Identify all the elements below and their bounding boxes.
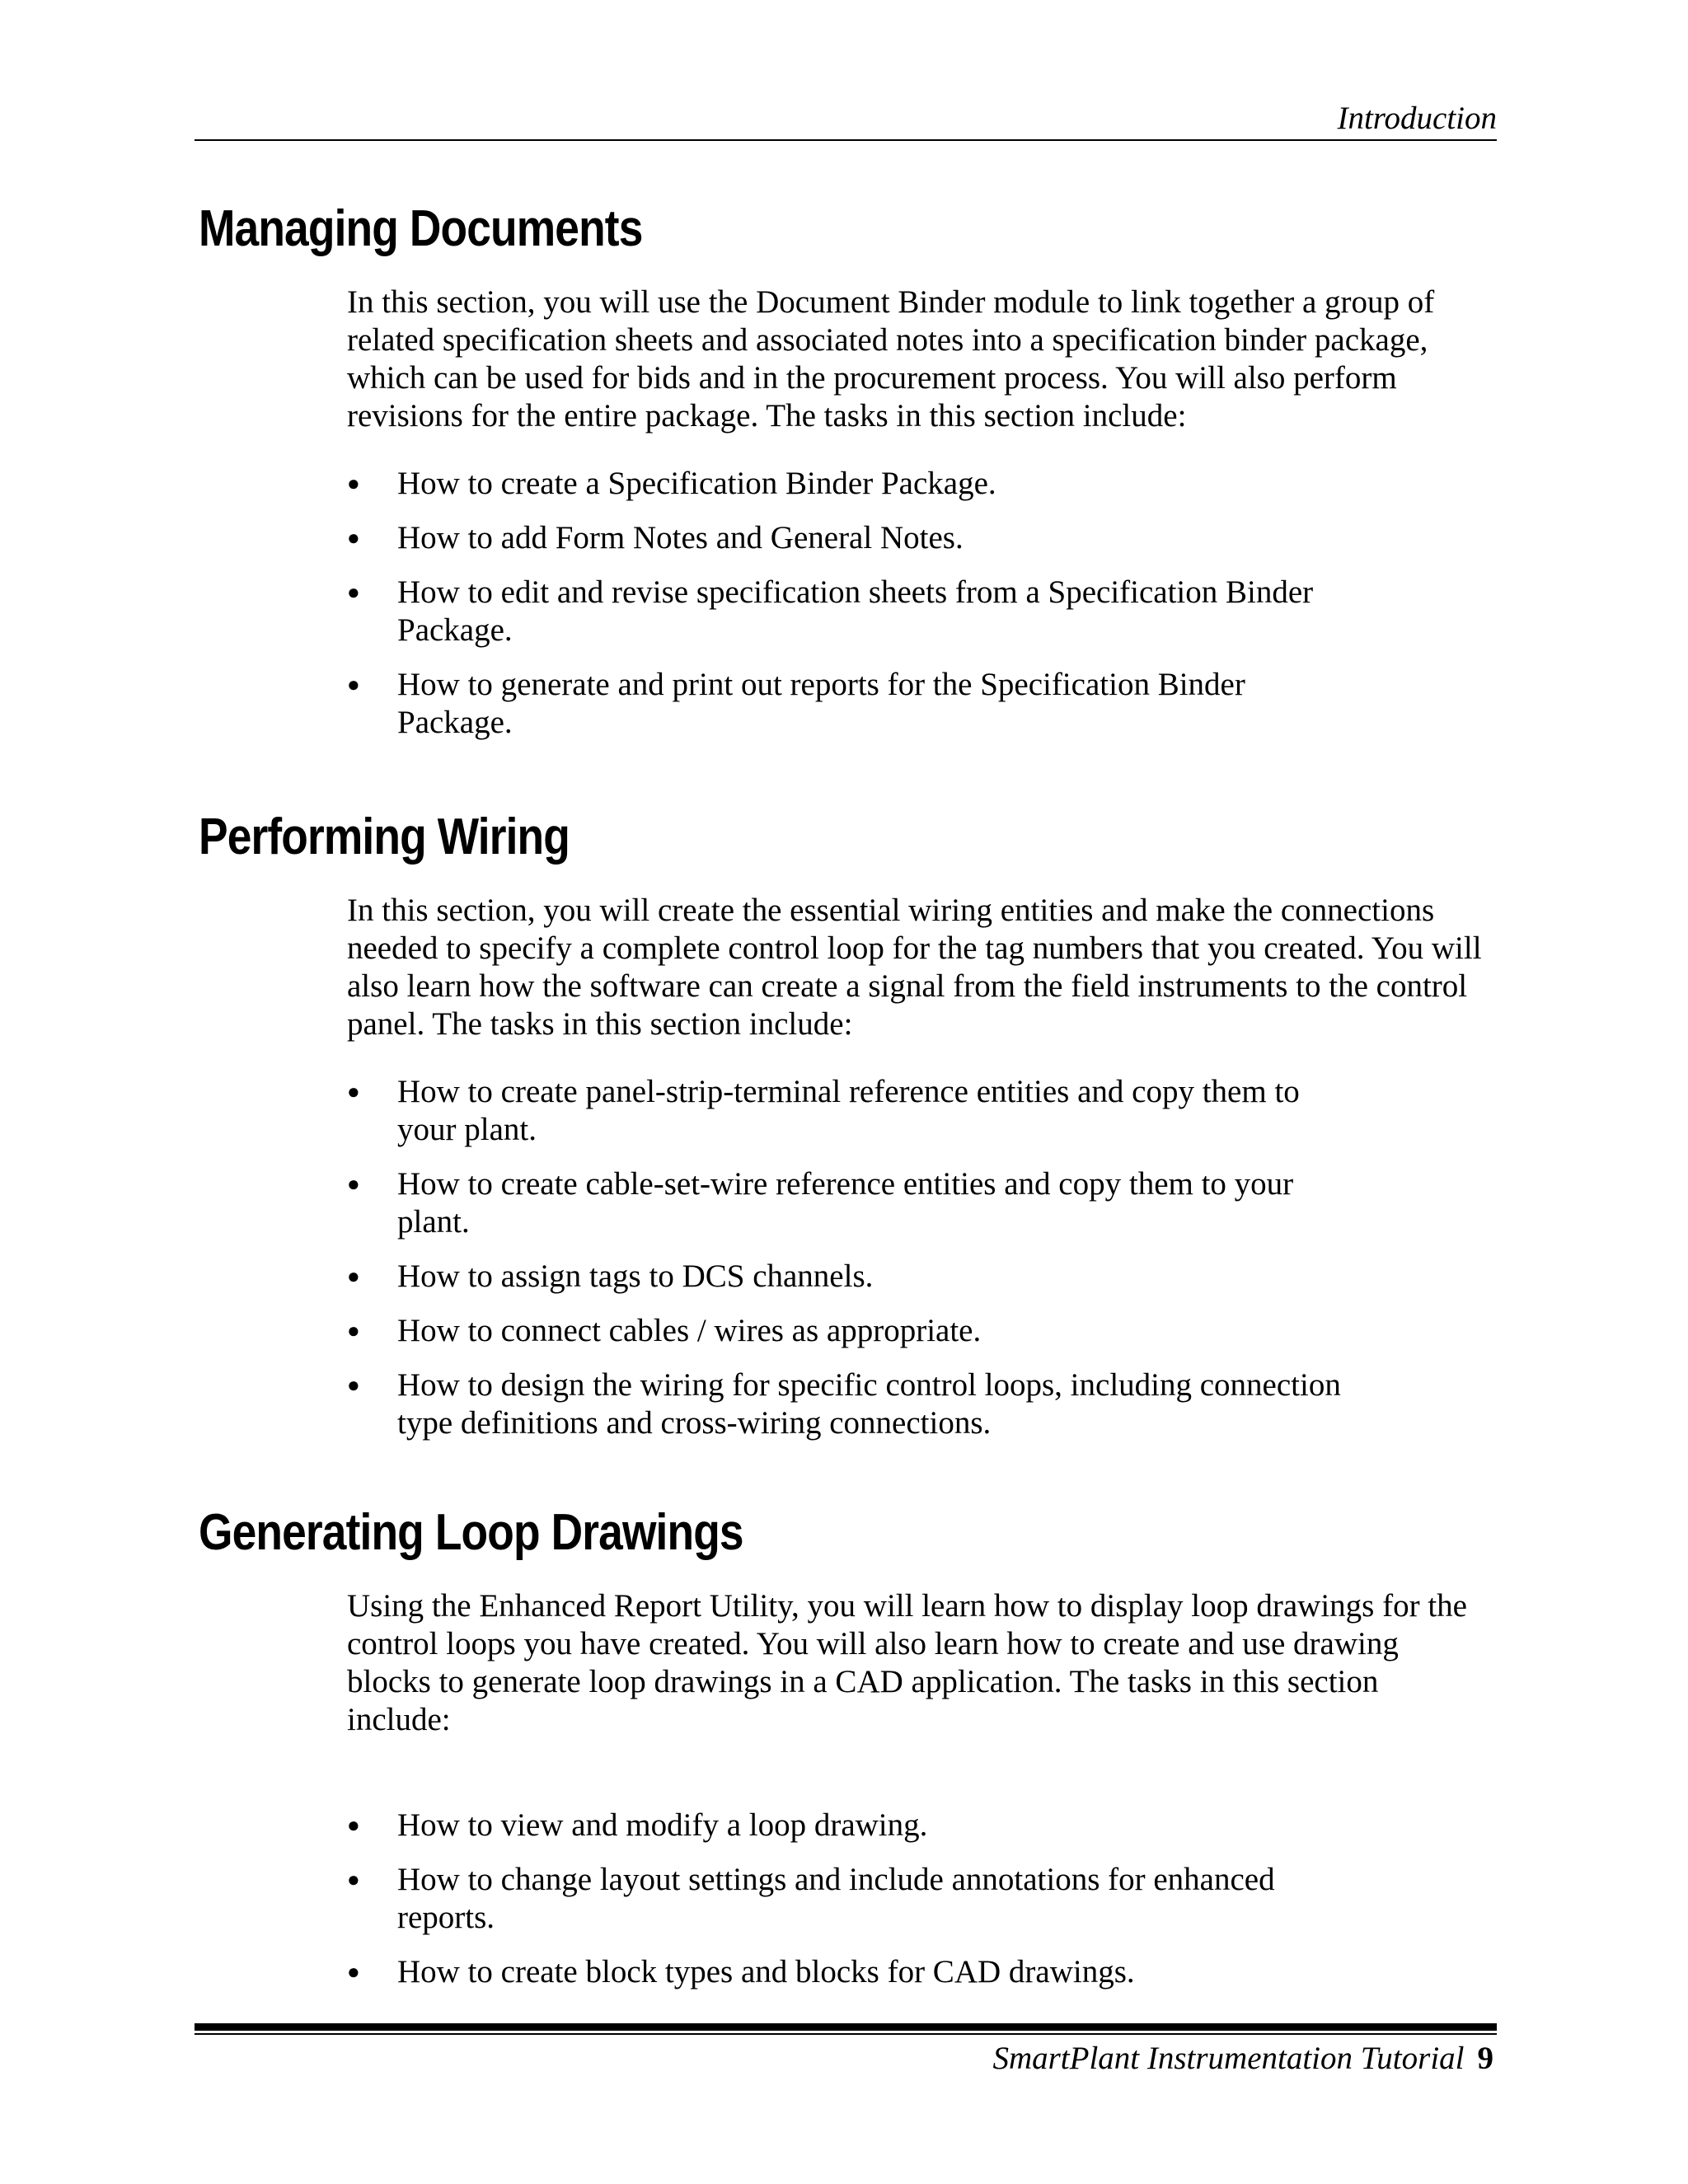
list-item (347, 1073, 1418, 1149)
list-item-text: How to add Form Notes and General Notes. (397, 520, 964, 555)
footer-rule (195, 2023, 1497, 2031)
list-item (347, 574, 1418, 649)
list-item-text: How to create panel-strip-terminal reference entities and copy them to your plant. (397, 1074, 1300, 1147)
list-item-text: How to create cable-set-wire reference entities and copy them to your plant. (397, 1166, 1294, 1240)
bullet-icon: ● (347, 1813, 360, 1837)
list-item (347, 465, 1418, 503)
list-item-text: How to generate and print out reports for the Specification Binder Package. (397, 667, 1245, 740)
bullet-list (347, 1073, 1418, 1459)
bullet-icon: ● (347, 1172, 360, 1196)
list-item-text: How to create block types and blocks for CAD drawings. (397, 1954, 1135, 1990)
running-footer (195, 2037, 1493, 2080)
list-item (347, 1953, 1418, 1991)
footer-title: SmartPlant Instrumentation Tutorial (992, 2041, 1465, 2076)
list-item-text: How to view and modify a loop drawing. (397, 1807, 928, 1843)
bullet-icon: ● (347, 1080, 360, 1104)
footer-rule (195, 2033, 1497, 2035)
list-item-text: How to change layout settings and include annotations for enhanced reports. (397, 1862, 1275, 1935)
list-item-text: How to assign tags to DCS channels. (397, 1258, 874, 1294)
list-item (347, 519, 1418, 557)
list-item (347, 1258, 1418, 1296)
list-item-text: How to connect cables / wires as appropriate. (397, 1313, 982, 1348)
bullet-icon: ● (347, 1264, 360, 1288)
section-heading: Managing Documents (199, 200, 643, 257)
header-rule (195, 139, 1497, 141)
bullet-icon: ● (347, 471, 360, 495)
page-number: 9 (1477, 2041, 1493, 2076)
bullet-icon: ● (347, 1960, 360, 1984)
section-intro: Using the Enhanced Report Utility, you will learn how to display loop drawings for the control loops you have created. You will also learn how to create and use drawing blocks to generate loop drawings in a CAD application. The tasks in this section include: (347, 1588, 1467, 1737)
section-intro: In this section, you will use the Document Binder module to link together a group of related specification sheets and associated notes into a specification binder package, which can be used for bids and in the procurement process. You will also perform revisions for the entire package. The tasks in this section include: (347, 284, 1435, 434)
list-item-text: How to create a Specification Binder Package. (397, 466, 996, 501)
bullet-icon: ● (347, 673, 360, 696)
bullet-icon: ● (347, 526, 360, 550)
list-item (347, 1366, 1418, 1442)
list-item (347, 1165, 1418, 1241)
bullet-list (347, 465, 1418, 758)
list-item (347, 1807, 1418, 1844)
list-item-text: How to edit and revise specification sheets from a Specification Binder Package. (397, 574, 1314, 648)
bullet-list (347, 1807, 1418, 2008)
list-item (347, 1861, 1418, 1937)
list-item (347, 1312, 1418, 1350)
bullet-icon: ● (347, 1373, 360, 1397)
list-item (347, 666, 1418, 742)
section-heading: Generating Loop Drawings (199, 1504, 743, 1561)
bullet-icon: ● (347, 1319, 360, 1343)
bullet-icon: ● (347, 1868, 360, 1891)
section-heading: Performing Wiring (199, 808, 570, 865)
running-header: Introduction (1337, 101, 1497, 136)
section-intro: In this section, you will create the essential wiring entities and make the connections needed to specify a complete control loop for the tag numbers that you created. You will also learn how the software can create a signal from the field instruments to the control panel. The tasks in this section include: (347, 893, 1482, 1042)
bullet-icon: ● (347, 580, 360, 604)
list-item-text: How to design the wiring for specific control loops, including connection type definitions and cross-wiring connections. (397, 1367, 1341, 1441)
